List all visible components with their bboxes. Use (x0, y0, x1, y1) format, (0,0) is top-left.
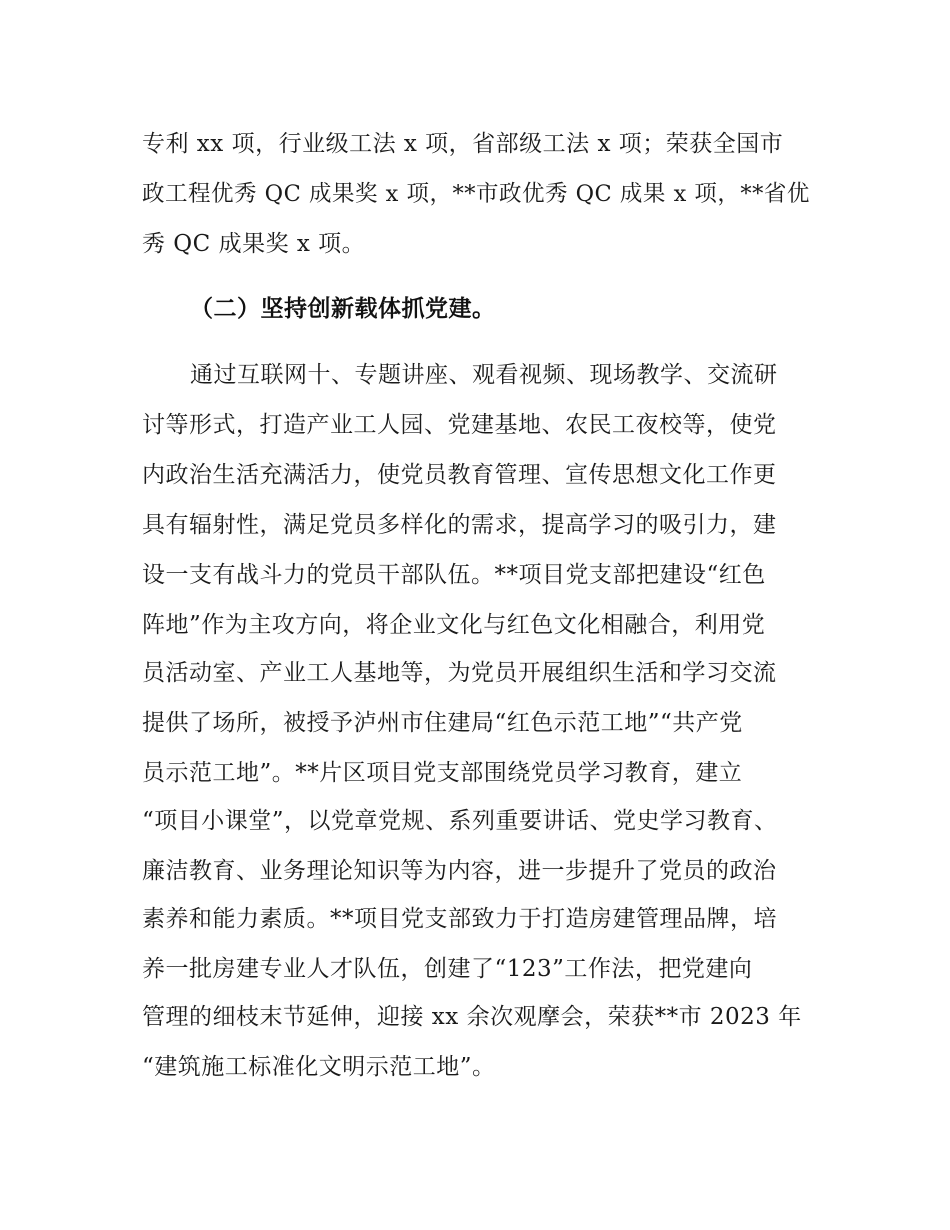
paragraph-2-line-2: 讨等形式，打造产业工人园、党建基地、农民工夜校等，使党 (142, 412, 777, 438)
paragraph-2-line-1: 通过互联网十、专题讲座、观看视频、现场教学、交流研 (190, 362, 778, 388)
paragraph-2-line-7: 员活动室、产业工人基地等，为党员开展组织生活和学习交流 (142, 660, 777, 686)
paragraph-2-line-14: 管理的细枝末节延伸，迎接 xx 余次观摩会，荣获**市 2023 年 (142, 1004, 802, 1030)
paragraph-1-line-1: 专利 xx 项，行业级工法 x 项，省部级工法 x 项；荣获全国市 (142, 131, 784, 157)
paragraph-1-line-2: 政工程优秀 QC 成果奖 x 项，**市政优秀 QC 成果 x 项，**省优 (142, 181, 810, 207)
paragraph-2-line-15: “建筑施工标准化文明示范工地”。 (142, 1054, 496, 1080)
paragraph-2-line-8: 提供了场所，被授予泸州市住建局“红色示范工地”“共产党 (142, 710, 743, 736)
paragraph-1-line-3: 秀 QC 成果奖 x 项。 (142, 231, 366, 257)
paragraph-2-line-11: 廉洁教育、业务理论知识等为内容，进一步提升了党员的政治 (142, 858, 777, 884)
paragraph-2-line-5: 设一支有战斗力的党员干部队伍。**项目党支部把建设“红色 (142, 562, 766, 588)
paragraph-2-line-4: 具有辐射性，满足党员多样化的需求，提高学习的吸引力，建 (142, 512, 777, 538)
paragraph-2-line-6: 阵地”作为主攻方向，将企业文化与红色文化相融合，利用党 (142, 612, 766, 638)
paragraph-2-line-13: 养一批房建专业人才队伍，创建了“123”工作法，把党建向 (142, 956, 753, 982)
paragraph-2-line-3: 内政治生活充满活力，使党员教育管理、宣传思想文化工作更 (142, 462, 777, 488)
paragraph-2-line-10: “项目小课堂”，以党章党规、系列重要讲话、党史学习教育、 (142, 808, 778, 834)
section-heading: （二）坚持创新载体抓党建。 (190, 296, 496, 322)
paragraph-2-line-12: 素养和能力素质。**项目党支部致力于打造房建管理品牌，培 (142, 906, 777, 932)
paragraph-2-line-9: 员示范工地”。**片区项目党支部围绕党员学习教育，建立 (142, 760, 743, 786)
